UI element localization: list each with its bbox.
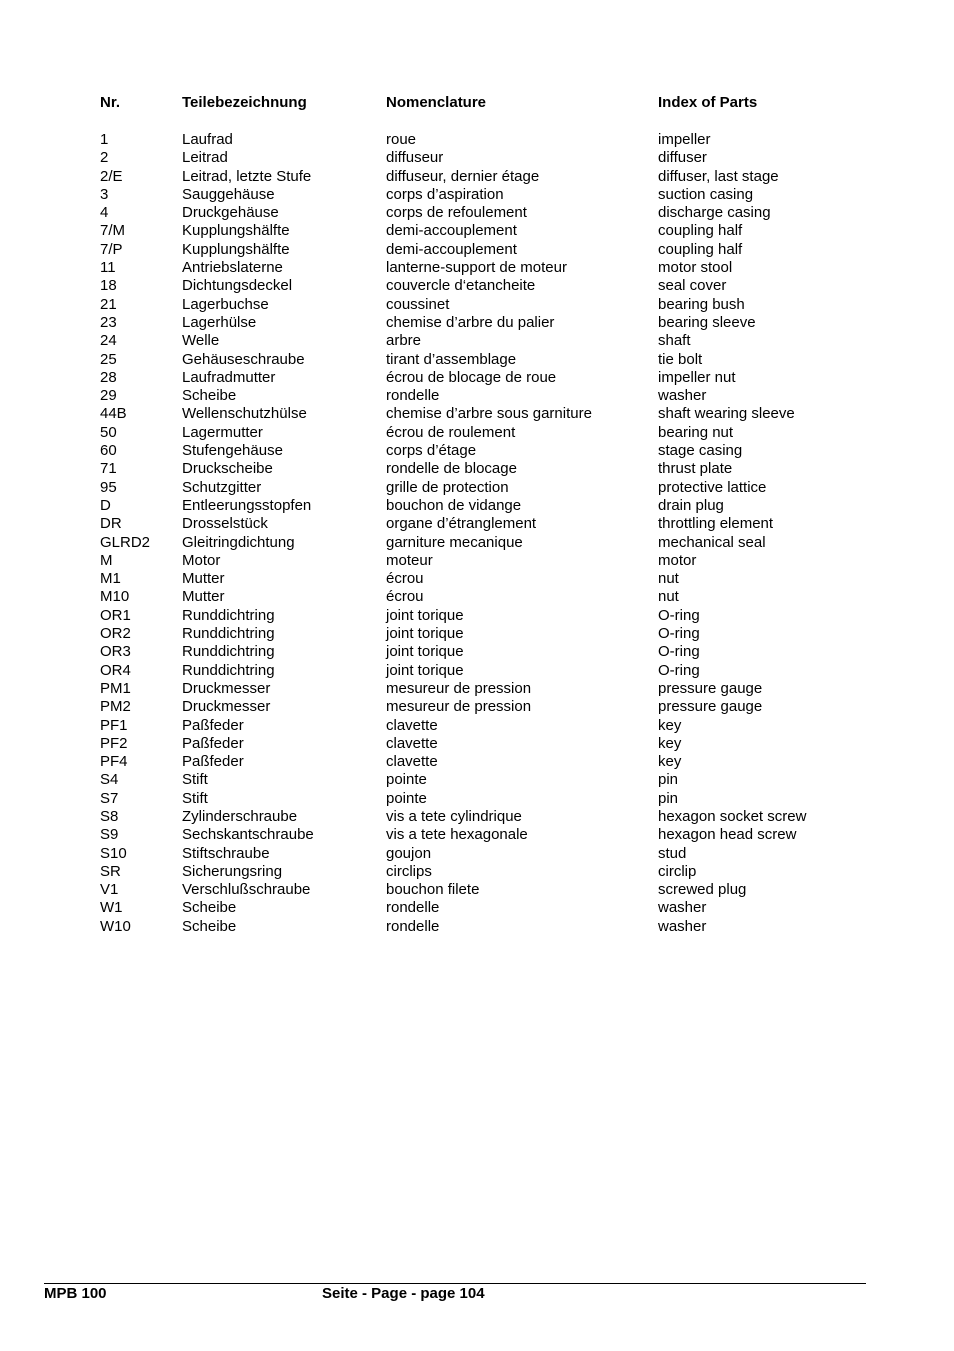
part-nr: S7 bbox=[100, 789, 119, 807]
part-name-fr: demi-accouplement bbox=[386, 222, 517, 240]
table-row bbox=[0, 332, 954, 350]
part-name-en: diffuser bbox=[658, 149, 707, 167]
table-row bbox=[0, 387, 954, 405]
table-row bbox=[0, 277, 954, 295]
part-name-de: Sauggehäuse bbox=[182, 185, 275, 203]
part-name-en: screwed plug bbox=[658, 881, 747, 899]
part-name-fr: écrou bbox=[386, 570, 424, 588]
table-row bbox=[0, 186, 954, 204]
part-name-fr: écrou bbox=[386, 588, 424, 606]
table-row bbox=[0, 314, 954, 332]
part-nr: 4 bbox=[100, 204, 109, 222]
part-name-de: Gehäuseschraube bbox=[182, 350, 305, 368]
part-name-fr: diffuseur bbox=[386, 149, 444, 167]
table-row bbox=[0, 881, 954, 899]
table-row bbox=[0, 296, 954, 314]
part-name-en: key bbox=[658, 753, 682, 771]
part-name-de: Runddichtring bbox=[182, 606, 275, 624]
part-name-fr: clavette bbox=[386, 753, 438, 771]
header-de: Teilebezeichnung bbox=[182, 94, 307, 111]
part-nr: PF4 bbox=[100, 753, 128, 771]
table-row bbox=[0, 534, 954, 552]
table-row bbox=[0, 607, 954, 625]
table-row bbox=[0, 863, 954, 881]
part-name-de: Scheibe bbox=[182, 387, 237, 405]
part-name-en: shaft bbox=[658, 332, 691, 350]
part-name-fr: garniture mecanique bbox=[386, 533, 523, 551]
part-nr: OR2 bbox=[100, 625, 131, 643]
part-name-fr: roue bbox=[386, 131, 417, 148]
part-name-fr: joint torique bbox=[386, 643, 464, 661]
part-name-de: Runddichtring bbox=[182, 625, 275, 643]
table-row bbox=[0, 717, 954, 735]
part-name-en: thrust plate bbox=[658, 460, 733, 478]
table-row bbox=[0, 149, 954, 167]
part-name-de: Dichtungsdeckel bbox=[182, 277, 293, 295]
table-row bbox=[0, 662, 954, 680]
table-row bbox=[0, 497, 954, 515]
table-row bbox=[0, 588, 954, 606]
header-en: Index of Parts bbox=[658, 94, 758, 111]
part-name-fr: joint torique bbox=[386, 661, 464, 679]
table-row bbox=[0, 625, 954, 643]
part-nr: 21 bbox=[100, 295, 117, 313]
part-nr: 23 bbox=[100, 313, 117, 331]
part-name-fr: écrou de roulement bbox=[386, 423, 516, 441]
part-name-fr: vis a tete cylindrique bbox=[386, 807, 522, 825]
part-name-en: coupling half bbox=[658, 240, 743, 258]
part-name-en: impeller bbox=[658, 131, 711, 148]
part-name-en: O-ring bbox=[658, 643, 700, 661]
part-name-fr: vis a tete hexagonale bbox=[386, 826, 528, 844]
part-name-fr: bouchon filete bbox=[386, 881, 480, 899]
part-nr: 11 bbox=[100, 259, 116, 277]
part-name-en: motor bbox=[658, 551, 697, 569]
part-name-en: pressure gauge bbox=[658, 679, 763, 697]
part-name-en: discharge casing bbox=[658, 204, 771, 222]
table-row bbox=[0, 168, 954, 186]
part-name-fr: goujon bbox=[386, 844, 432, 862]
part-name-de: Sicherungsring bbox=[182, 862, 283, 880]
part-nr: 1 bbox=[100, 131, 109, 148]
footer-divider bbox=[44, 1283, 866, 1284]
part-name-de: Kupplungshälfte bbox=[182, 222, 290, 240]
parts-table-header bbox=[0, 94, 954, 112]
part-name-en: nut bbox=[658, 570, 679, 588]
part-name-en: pin bbox=[658, 771, 679, 789]
part-name-en: nut bbox=[658, 588, 679, 606]
part-name-fr: demi-accouplement bbox=[386, 240, 517, 258]
part-nr: V1 bbox=[100, 881, 119, 899]
part-name-en: stage casing bbox=[658, 442, 743, 460]
part-name-en: washer bbox=[658, 387, 707, 405]
part-name-fr: corps d’étage bbox=[386, 442, 477, 460]
part-name-de: Kupplungshälfte bbox=[182, 240, 290, 258]
footer-page-number: Seite - Page - page 104 bbox=[322, 1285, 485, 1302]
part-name-en: O-ring bbox=[658, 625, 700, 643]
part-nr: S10 bbox=[100, 844, 127, 862]
part-name-de: Drosselstück bbox=[182, 515, 268, 533]
part-name-fr: bouchon de vidange bbox=[386, 496, 522, 514]
part-name-de: Schutzgitter bbox=[182, 478, 262, 496]
part-name-de: Druckgehäuse bbox=[182, 204, 279, 222]
part-name-en: pressure gauge bbox=[658, 698, 763, 716]
part-name-de: Lagerbuchse bbox=[182, 295, 269, 313]
part-nr: 50 bbox=[100, 423, 117, 441]
table-row bbox=[0, 643, 954, 661]
part-name-fr: coussinet bbox=[386, 295, 450, 313]
table-row bbox=[0, 808, 954, 826]
part-name-en: protective lattice bbox=[658, 478, 767, 496]
table-row bbox=[0, 405, 954, 423]
part-name-en: tie bolt bbox=[658, 350, 703, 368]
part-name-de: Laufradmutter bbox=[182, 368, 276, 386]
part-name-de: Motor bbox=[182, 551, 221, 569]
part-name-en: bearing bush bbox=[658, 295, 745, 313]
part-name-de: Lagermutter bbox=[182, 423, 263, 441]
table-row bbox=[0, 826, 954, 844]
part-nr: 2/E bbox=[100, 167, 123, 185]
part-name-en: coupling half bbox=[658, 222, 743, 240]
table-row bbox=[0, 424, 954, 442]
part-name-fr: écrou de blocage de roue bbox=[386, 368, 557, 386]
table-row bbox=[0, 845, 954, 863]
part-name-fr: chemise d’arbre du palier bbox=[386, 313, 555, 331]
part-name-de: Laufrad bbox=[182, 131, 233, 148]
table-row bbox=[0, 680, 954, 698]
part-name-fr: diffuseur, dernier étage bbox=[386, 167, 540, 185]
part-name-en: diffuser, last stage bbox=[658, 167, 779, 185]
part-name-de: Lagerhülse bbox=[182, 313, 257, 331]
part-name-de: Paßfeder bbox=[182, 734, 244, 752]
part-name-de: Druckmesser bbox=[182, 698, 271, 716]
part-name-de: Verschlußschraube bbox=[182, 881, 311, 899]
part-name-en: seal cover bbox=[658, 277, 727, 295]
part-nr: 2 bbox=[100, 149, 109, 167]
part-name-en: shaft wearing sleeve bbox=[658, 405, 795, 423]
part-nr: 71 bbox=[100, 460, 117, 478]
part-nr: M10 bbox=[100, 588, 130, 606]
part-name-en: stud bbox=[658, 844, 687, 862]
part-nr: 24 bbox=[100, 332, 117, 350]
part-name-de: Druckscheibe bbox=[182, 460, 273, 478]
part-name-fr: organe d’étranglement bbox=[386, 515, 537, 533]
part-name-de: Stift bbox=[182, 771, 208, 789]
part-name-fr: corps de refoulement bbox=[386, 204, 527, 222]
part-name-fr: joint torique bbox=[386, 625, 464, 643]
table-row bbox=[0, 753, 954, 771]
part-name-de: Antriebslaterne bbox=[182, 259, 283, 277]
part-nr: S8 bbox=[100, 807, 119, 825]
table-row bbox=[0, 259, 954, 277]
table-row bbox=[0, 460, 954, 478]
part-nr: PM1 bbox=[100, 679, 131, 697]
table-row bbox=[0, 790, 954, 808]
table-row bbox=[0, 552, 954, 570]
part-name-fr: corps d’aspiration bbox=[386, 185, 504, 203]
table-row bbox=[0, 698, 954, 716]
part-name-fr: clavette bbox=[386, 716, 438, 734]
part-name-en: bearing sleeve bbox=[658, 313, 756, 331]
part-name-en: throttling element bbox=[658, 515, 774, 533]
table-row bbox=[0, 479, 954, 497]
part-nr: 7/P bbox=[100, 240, 123, 258]
part-nr: W10 bbox=[100, 917, 131, 935]
part-name-en: circlip bbox=[658, 862, 697, 880]
part-nr: 18 bbox=[100, 277, 117, 295]
part-name-de: Scheibe bbox=[182, 917, 237, 935]
table-row bbox=[0, 204, 954, 222]
part-name-en: washer bbox=[658, 899, 707, 917]
part-name-en: mechanical seal bbox=[658, 533, 766, 551]
part-nr: M bbox=[100, 551, 113, 569]
part-name-fr: grille de protection bbox=[386, 478, 509, 496]
part-name-fr: moteur bbox=[386, 551, 433, 569]
part-name-fr: rondelle de blocage bbox=[386, 460, 517, 478]
part-name-en: bearing nut bbox=[658, 423, 734, 441]
part-name-de: Leitrad bbox=[182, 149, 228, 167]
part-name-fr: rondelle bbox=[386, 387, 440, 405]
part-nr: 28 bbox=[100, 368, 117, 386]
parts-list bbox=[0, 131, 954, 936]
part-name-en: impeller nut bbox=[658, 368, 736, 386]
part-nr: 60 bbox=[100, 442, 117, 460]
part-name-en: O-ring bbox=[658, 606, 700, 624]
header-nr: Nr. bbox=[100, 94, 121, 111]
part-name-de: Zylinderschraube bbox=[182, 807, 298, 825]
part-name-de: Entleerungsstopfen bbox=[182, 496, 312, 514]
part-name-en: pin bbox=[658, 789, 679, 807]
part-nr: M1 bbox=[100, 570, 121, 588]
part-name-de: Mutter bbox=[182, 570, 225, 588]
part-name-fr: rondelle bbox=[386, 899, 440, 917]
part-nr: S4 bbox=[100, 771, 119, 789]
part-name-de: Sechskantschraube bbox=[182, 826, 314, 844]
table-row bbox=[0, 515, 954, 533]
part-name-fr: pointe bbox=[386, 789, 427, 807]
table-row bbox=[0, 570, 954, 588]
part-nr: W1 bbox=[100, 899, 123, 917]
table-row bbox=[0, 351, 954, 369]
part-name-en: suction casing bbox=[658, 185, 754, 203]
part-name-de: Stiftschraube bbox=[182, 844, 270, 862]
part-name-de: Paßfeder bbox=[182, 716, 244, 734]
part-name-en: key bbox=[658, 716, 682, 734]
part-name-fr: rondelle bbox=[386, 917, 440, 935]
part-nr: 25 bbox=[100, 350, 117, 368]
part-name-fr: pointe bbox=[386, 771, 427, 789]
part-nr: OR4 bbox=[100, 661, 131, 679]
part-nr: 29 bbox=[100, 387, 117, 405]
header-fr: Nomenclature bbox=[386, 94, 487, 111]
part-name-de: Runddichtring bbox=[182, 643, 275, 661]
part-name-de: Mutter bbox=[182, 588, 225, 606]
part-name-de: Druckmesser bbox=[182, 679, 271, 697]
part-nr: PF2 bbox=[100, 734, 128, 752]
part-name-fr: mesureur de pression bbox=[386, 679, 532, 697]
part-name-en: motor stool bbox=[658, 259, 733, 277]
table-row bbox=[0, 222, 954, 240]
part-nr: 44B bbox=[100, 405, 127, 423]
part-nr: GLRD2 bbox=[100, 533, 151, 551]
part-nr: OR3 bbox=[100, 643, 131, 661]
part-name-en: O-ring bbox=[658, 661, 700, 679]
part-nr: OR1 bbox=[100, 606, 131, 624]
part-nr: 7/M bbox=[100, 222, 126, 240]
footer-model: MPB 100 bbox=[44, 1285, 107, 1302]
table-row bbox=[0, 442, 954, 460]
part-name-en: washer bbox=[658, 917, 707, 935]
table-row bbox=[0, 131, 954, 149]
part-name-fr: arbre bbox=[386, 332, 422, 350]
part-name-fr: circlips bbox=[386, 862, 432, 880]
part-name-fr: chemise d’arbre sous garniture bbox=[386, 405, 592, 423]
part-name-en: hexagon socket screw bbox=[658, 807, 807, 825]
part-name-fr: joint torique bbox=[386, 606, 464, 624]
table-row bbox=[0, 771, 954, 789]
part-name-de: Leitrad, letzte Stufe bbox=[182, 167, 312, 185]
part-name-fr: couvercle d‘etancheite bbox=[386, 277, 536, 295]
part-name-fr: lanterne-support de moteur bbox=[386, 259, 567, 277]
part-name-de: Wellenschutzhülse bbox=[182, 405, 307, 423]
part-name-de: Stift bbox=[182, 789, 208, 807]
part-nr: PM2 bbox=[100, 698, 131, 716]
part-name-de: Runddichtring bbox=[182, 661, 275, 679]
part-name-en: key bbox=[658, 734, 682, 752]
table-row bbox=[0, 899, 954, 917]
part-nr: D bbox=[100, 496, 111, 514]
part-nr: SR bbox=[100, 862, 121, 880]
part-name-en: hexagon head screw bbox=[658, 826, 797, 844]
part-nr: DR bbox=[100, 515, 122, 533]
part-nr: 3 bbox=[100, 185, 109, 203]
part-name-en: drain plug bbox=[658, 496, 724, 514]
part-name-de: Scheibe bbox=[182, 899, 237, 917]
part-name-fr: clavette bbox=[386, 734, 438, 752]
part-name-fr: mesureur de pression bbox=[386, 698, 532, 716]
part-name-de: Gleitringdichtung bbox=[182, 533, 295, 551]
part-name-de: Paßfeder bbox=[182, 753, 244, 771]
part-name-de: Stufengehäuse bbox=[182, 442, 283, 460]
table-row bbox=[0, 241, 954, 259]
part-name-de: Welle bbox=[182, 332, 220, 350]
table-row bbox=[0, 735, 954, 753]
table-row bbox=[0, 918, 954, 936]
table-row bbox=[0, 369, 954, 387]
part-nr: PF1 bbox=[100, 716, 128, 734]
part-name-fr: tirant d’assemblage bbox=[386, 350, 517, 368]
part-nr: S9 bbox=[100, 826, 119, 844]
part-nr: 95 bbox=[100, 478, 117, 496]
